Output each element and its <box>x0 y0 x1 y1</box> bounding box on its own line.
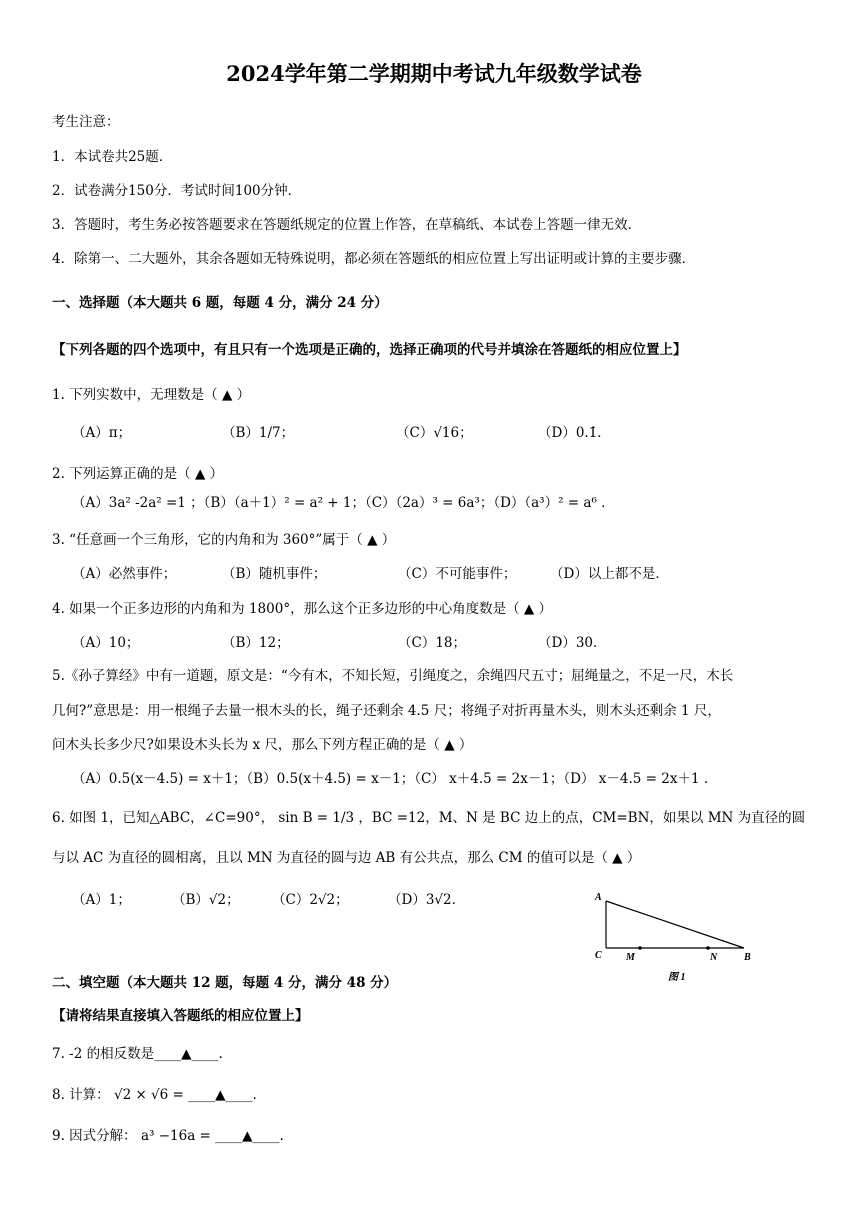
question-5-options: （A）0.5(x－4.5) = x＋1；（B）0.5(x＋4.5) = x－1；（C） x＋4.5 = 2x－1；（D） x－4.5 = 2x＋1 . <box>72 771 709 787</box>
option-b: （B）12； <box>222 635 290 651</box>
question-5-line: 几何?”意思是：用一根绳子去量一根木头的长，绳子还剩余 4.5 尺；将绳子对折再量木头，则木头还剩余 1 尺， <box>52 703 721 719</box>
option-d: （D）以上都不是． <box>550 566 669 582</box>
option-c: （C）不可能事件； <box>398 566 517 582</box>
option-d: （D）3√2． <box>388 892 466 908</box>
notice-item: 1．本试卷共25题． <box>52 149 173 165</box>
option-c: （C）√16； <box>396 425 473 441</box>
question-8: 8. 计算： √2 × √6 = ____▲____. <box>52 1087 257 1103</box>
option-d: （D）30． <box>538 635 607 651</box>
option-a: （A）1； <box>72 892 131 908</box>
option-a: （A）必然事件； <box>72 566 177 582</box>
option-c: （C）18； <box>398 635 467 651</box>
question-1-stem: 1. 下列实数中，无理数是（ ▲ ） <box>52 387 251 403</box>
question-9: 9. 因式分解： a³ −16a = ____▲____. <box>52 1128 284 1144</box>
vertex-label-b: B <box>744 952 751 963</box>
option-d: （D）0.1̇． <box>538 425 611 441</box>
question-6-line: 6. 如图 1，已知△ABC，∠C=90°， sin B = 1/3 ，BC =12，M、N 是 BC 边上的点，CM=BN，如果以 MN 为直径的圆 <box>52 810 806 826</box>
triangle-figure <box>592 888 762 988</box>
exam-title: 2024学年第二学期期中考试九年级数学试卷 <box>226 61 642 86</box>
question-3-stem: 3. “任意画一个三角形，它的内角和为 360°”属于（ ▲ ） <box>52 532 396 548</box>
question-2-stem: 2. 下列运算正确的是（ ▲ ） <box>52 466 224 482</box>
vertex-label-a: A <box>595 892 602 903</box>
option-b: （B）1/7； <box>222 425 295 441</box>
question-7: 7. -2 的相反数是____▲____. <box>52 1046 223 1062</box>
option-b: （B）随机事件； <box>222 566 327 582</box>
notice-item: 2．试卷满分150分．考试时间100分钟． <box>52 183 302 199</box>
question-6-line: 与以 AC 为直径的圆相离，且以 MN 为直径的圆与边 AB 有公共点，那么 CM 的值可以是（ ▲ ） <box>52 850 641 866</box>
option-b: （B）√2； <box>172 892 240 908</box>
question-2-options: （A）3a² -2a² =1 ；（B）（a＋1）² = a² + 1；（C）（2a）³ = 6a³；（D）（a³）² = a⁶ ． <box>72 495 615 511</box>
figure-caption: 图 1 <box>668 972 686 983</box>
vertex-label-c: C <box>595 950 602 961</box>
question-5-line: 问木头长多少尺?如果设木头长为 x 尺，那么下列方程正确的是（ ▲ ） <box>52 737 473 753</box>
point-label-m: M <box>626 952 635 963</box>
section1-heading: 一、选择题（本大题共 6 题，每题 4 分，满分 24 分） <box>52 295 388 311</box>
option-a: （A）10； <box>72 635 140 651</box>
point-label-n: N <box>710 952 718 963</box>
option-c: （C）2√2； <box>272 892 349 908</box>
question-5-line: 5.《孙子算经》中有一道题，原文是：“今有木，不知长短，引绳度之，余绳四尺五寸；屈绳量之，不足一尺，木长 <box>52 668 734 684</box>
section1-instruction: 【下列各题的四个选项中，有且只有一个选项是正确的，选择正确项的代号并填涂在答题纸的相应位置上】 <box>52 342 687 358</box>
question-4-stem: 4. 如果一个正多边形的内角和为 1800°，那么这个正多边形的中心角度数是（ ▲ ） <box>52 601 553 617</box>
section2-heading: 二、填空题（本大题共 12 题，每题 4 分，满分 48 分） <box>52 975 398 991</box>
option-a: （A）π； <box>72 425 132 441</box>
notice-item: 3．答题时，考生务必按答题要求在答题纸规定的位置上作答，在草稿纸、本试卷上答题一律无效． <box>52 217 642 233</box>
section2-instruction: 【请将结果直接填入答题纸的相应位置上】 <box>52 1008 309 1024</box>
notice-item: 4．除第一、二大题外，其余各题如无特殊说明，都必须在答题纸的相应位置上写出证明或计算的主要步骤． <box>52 251 696 267</box>
notice-heading: 考生注意： <box>52 114 120 130</box>
